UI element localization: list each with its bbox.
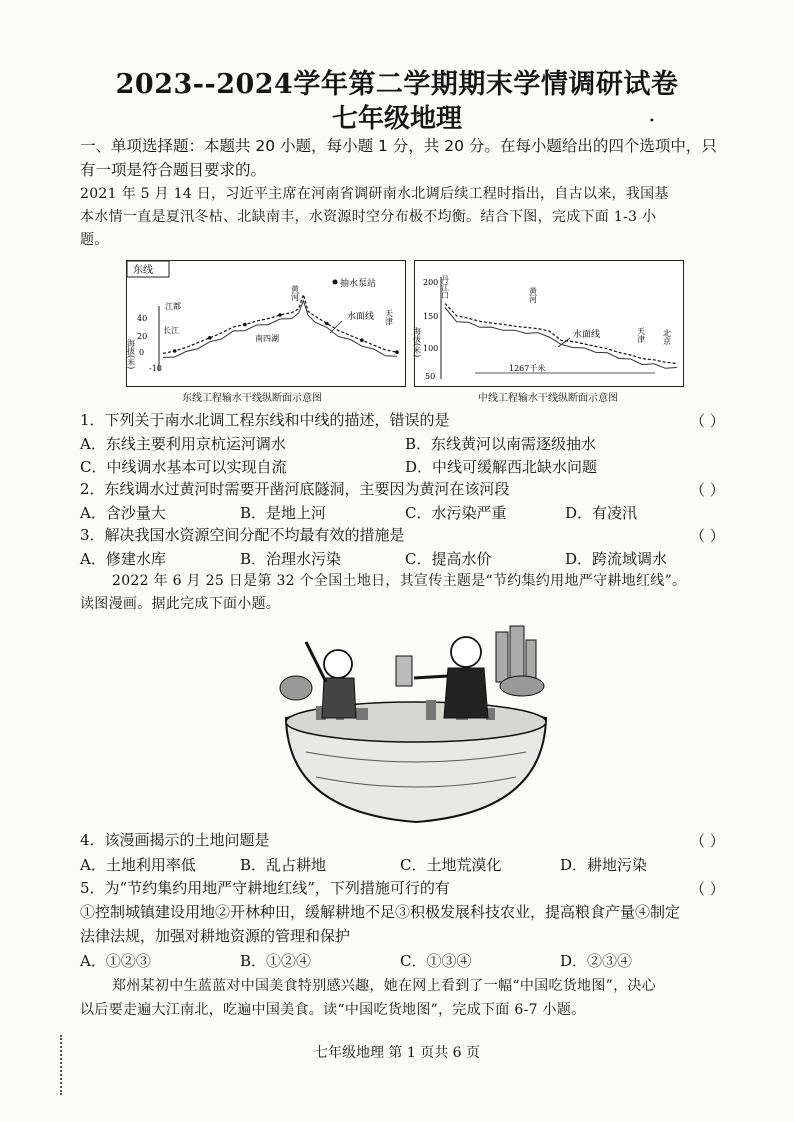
pump-station-point	[173, 349, 177, 353]
mid-place-danjiangkou: 丹江口	[440, 275, 450, 299]
pump-station-point	[243, 323, 247, 327]
intro3-line2: 以后要走遍大江南北，吃遍中国美食。读“中国吃货地图”，完成下面 6-7 小题。	[80, 1002, 586, 1018]
intro2-line1: 2022 年 6 月 25 日是第 32 个全国土地日，其宣传主题是“节约集约用地严守耕地红线”。	[112, 573, 687, 589]
cartoon-grain-basket-left	[280, 676, 312, 700]
q5-body-line1: ①控制城镇建设用地②开林种田，缓解耕地不足③积极发展科技农业，提高粮食产量④制定	[80, 903, 681, 921]
section-heading-line2: 有一项是符合题目要求的。	[80, 161, 267, 179]
q4-option-b[interactable]: B．乱占耕地	[240, 856, 327, 874]
q2-stem: 2．东线调水过黄河时需要开凿河底隧洞，主要因为黄河在该河段	[80, 480, 510, 498]
cartoon-developer-body	[444, 668, 488, 718]
mid-ytick-50: 50	[425, 372, 436, 381]
q5-option-b[interactable]: B．①②④	[240, 952, 312, 970]
intro2-line2: 读图漫画。据此完成下面小题。	[80, 596, 281, 612]
middle-route-chart-svg	[412, 261, 683, 386]
q2-option-c[interactable]: C．水污染严重	[405, 504, 507, 522]
east-ytick-0: 0	[139, 348, 145, 357]
q5-option-a[interactable]: A．①②③	[80, 952, 151, 970]
cartoon-basket-right	[500, 676, 544, 696]
q5-body-line2: 法律法规，加强对耕地资源的管理和保护	[80, 927, 351, 945]
q2-option-b[interactable]: B．是地上河	[240, 504, 327, 522]
east-water-surface-line	[163, 295, 397, 354]
land-cartoon	[276, 622, 556, 826]
q1-answer-blank[interactable]: （ ）	[690, 412, 725, 430]
q3-option-c[interactable]: C．提高水价	[405, 550, 492, 568]
east-route-chart	[126, 260, 406, 387]
pump-station-point	[208, 336, 212, 340]
mid-ytick-100: 100	[423, 344, 439, 353]
q3-answer-blank[interactable]: （ ）	[690, 527, 725, 545]
east-place-changjiang: 长江	[163, 326, 179, 335]
q3-option-a[interactable]: A．修建水库	[80, 550, 166, 568]
pump-station-point	[278, 313, 282, 317]
mid-ytick-200: 200	[423, 278, 439, 287]
q5-answer-blank[interactable]: （ ）	[690, 880, 725, 898]
mid-distance-label: 1267千米	[509, 364, 546, 373]
q2-answer-blank[interactable]: （ ）	[690, 481, 725, 499]
exam-title: 2023--2024学年第二学期期末学情调研试卷	[115, 69, 679, 100]
east-place-nansihu: 南四湖	[255, 334, 279, 343]
east-ytick-40: 40	[137, 314, 148, 323]
q5-stem: 5．为“节约集约用地严守耕地红线”，下列措施可行的有	[80, 879, 450, 897]
intro1-line1: 2021 年 5 月 14 日，习近平主席在河南省调研南水北调后续工程时指出，自古以来，我国基	[80, 186, 669, 202]
mid-ylabel: 海拔(米)	[412, 327, 422, 358]
q1-stem: 1．下列关于南水北调工程东线和中线的描述，错误的是	[80, 411, 450, 429]
east-ylabel: 海拔(米)	[126, 339, 136, 370]
q1-option-d[interactable]: D．中线可缓解西北缺水问题	[405, 458, 598, 476]
east-chart-caption: 东线工程输水干线纵断面示意图	[182, 393, 322, 404]
q3-stem: 3．解决我国水资源空间分配不均最有效的措施是	[80, 526, 405, 544]
pump-station-point	[360, 338, 364, 342]
mid-place-beijing: 北京	[662, 329, 672, 345]
cartoon-building-block	[396, 656, 412, 686]
mid-ytick-150: 150	[423, 312, 439, 321]
mid-place-huanghe: 黄河	[528, 287, 538, 303]
mid-water-line-label: 水面线	[573, 330, 601, 340]
intro1-line3: 题。	[80, 232, 109, 248]
intro1-line2: 本水情一直是夏汛冬枯、北缺南丰，水资源时空分布极不均衡。结合下图，完成下面 1-3 小	[80, 209, 657, 225]
q3-option-b[interactable]: B．治理水污染	[240, 550, 342, 568]
east-ground-profile	[163, 301, 397, 358]
mid-water-pointer	[558, 338, 570, 347]
cartoon-farmer-head	[324, 650, 352, 678]
q4-stem: 4．该漫画揭示的土地问题是	[80, 831, 270, 849]
exam-subject: 七年级地理	[331, 104, 462, 134]
east-box-label: 东线	[133, 265, 153, 276]
q4-option-a[interactable]: A．土地利用率低	[80, 856, 196, 874]
cartoon-farmer-arm	[306, 642, 326, 682]
mid-place-tianjin: 天津	[636, 327, 646, 343]
q3-option-d[interactable]: D．跨流域调水	[565, 550, 668, 568]
q4-option-d[interactable]: D．耕地污染	[560, 856, 648, 874]
q2-option-d[interactable]: D．有凌汛	[565, 504, 638, 522]
q5-option-d[interactable]: D．②③④	[560, 952, 633, 970]
east-legend-label: 抽水泵站	[340, 279, 377, 289]
middle-route-chart	[414, 260, 684, 387]
q4-answer-blank[interactable]: （ ）	[690, 832, 725, 850]
cartoon-skyscrapers	[496, 626, 536, 682]
q1-option-b[interactable]: B．东线黄河以南需逐级抽水	[405, 435, 597, 453]
q5-option-c[interactable]: C．①③④	[400, 952, 472, 970]
q1-option-c[interactable]: C．中线调水基本可以实现自流	[80, 458, 287, 476]
pump-station-point	[325, 322, 329, 326]
east-ytick-neg10: -10	[149, 364, 162, 373]
pump-legend-icon	[333, 280, 338, 285]
middle-chart-caption: 中线工程输水干线纵断面示意图	[478, 393, 618, 404]
section-heading-line1: 一、单项选择题：本题共 20 小题，每小题 1 分，共 20 分。在每小题给出的四个选项中，只	[80, 137, 717, 155]
page-footer: 七年级地理 第 1 页共 6 页	[313, 1045, 481, 1061]
east-ytick-20: 20	[137, 332, 148, 341]
cartoon-developer-arm	[414, 676, 448, 678]
stray-dot: •	[649, 116, 655, 127]
east-place-tianjin: 天津	[384, 309, 394, 325]
east-route-chart-svg	[127, 261, 405, 386]
q1-option-a[interactable]: A．东线主要利用京杭运河调水	[80, 435, 286, 453]
intro3-line1: 郑州某初中生蓝蓝对中国美食特别感兴趣，她在网上看到了一幅“中国吃货地图”，决心	[112, 978, 657, 994]
east-water-line-label: 水面线	[347, 312, 375, 322]
cartoon-farmer-body	[322, 678, 356, 718]
cartoon-developer-head	[451, 637, 481, 667]
q4-option-c[interactable]: C．土地荒漠化	[400, 856, 502, 874]
q2-option-a[interactable]: A．含沙量大	[80, 504, 166, 522]
east-place-jiangdu: 江都	[165, 302, 181, 311]
pump-station-point	[395, 350, 399, 354]
east-place-huanghe: 黄河	[290, 285, 300, 301]
